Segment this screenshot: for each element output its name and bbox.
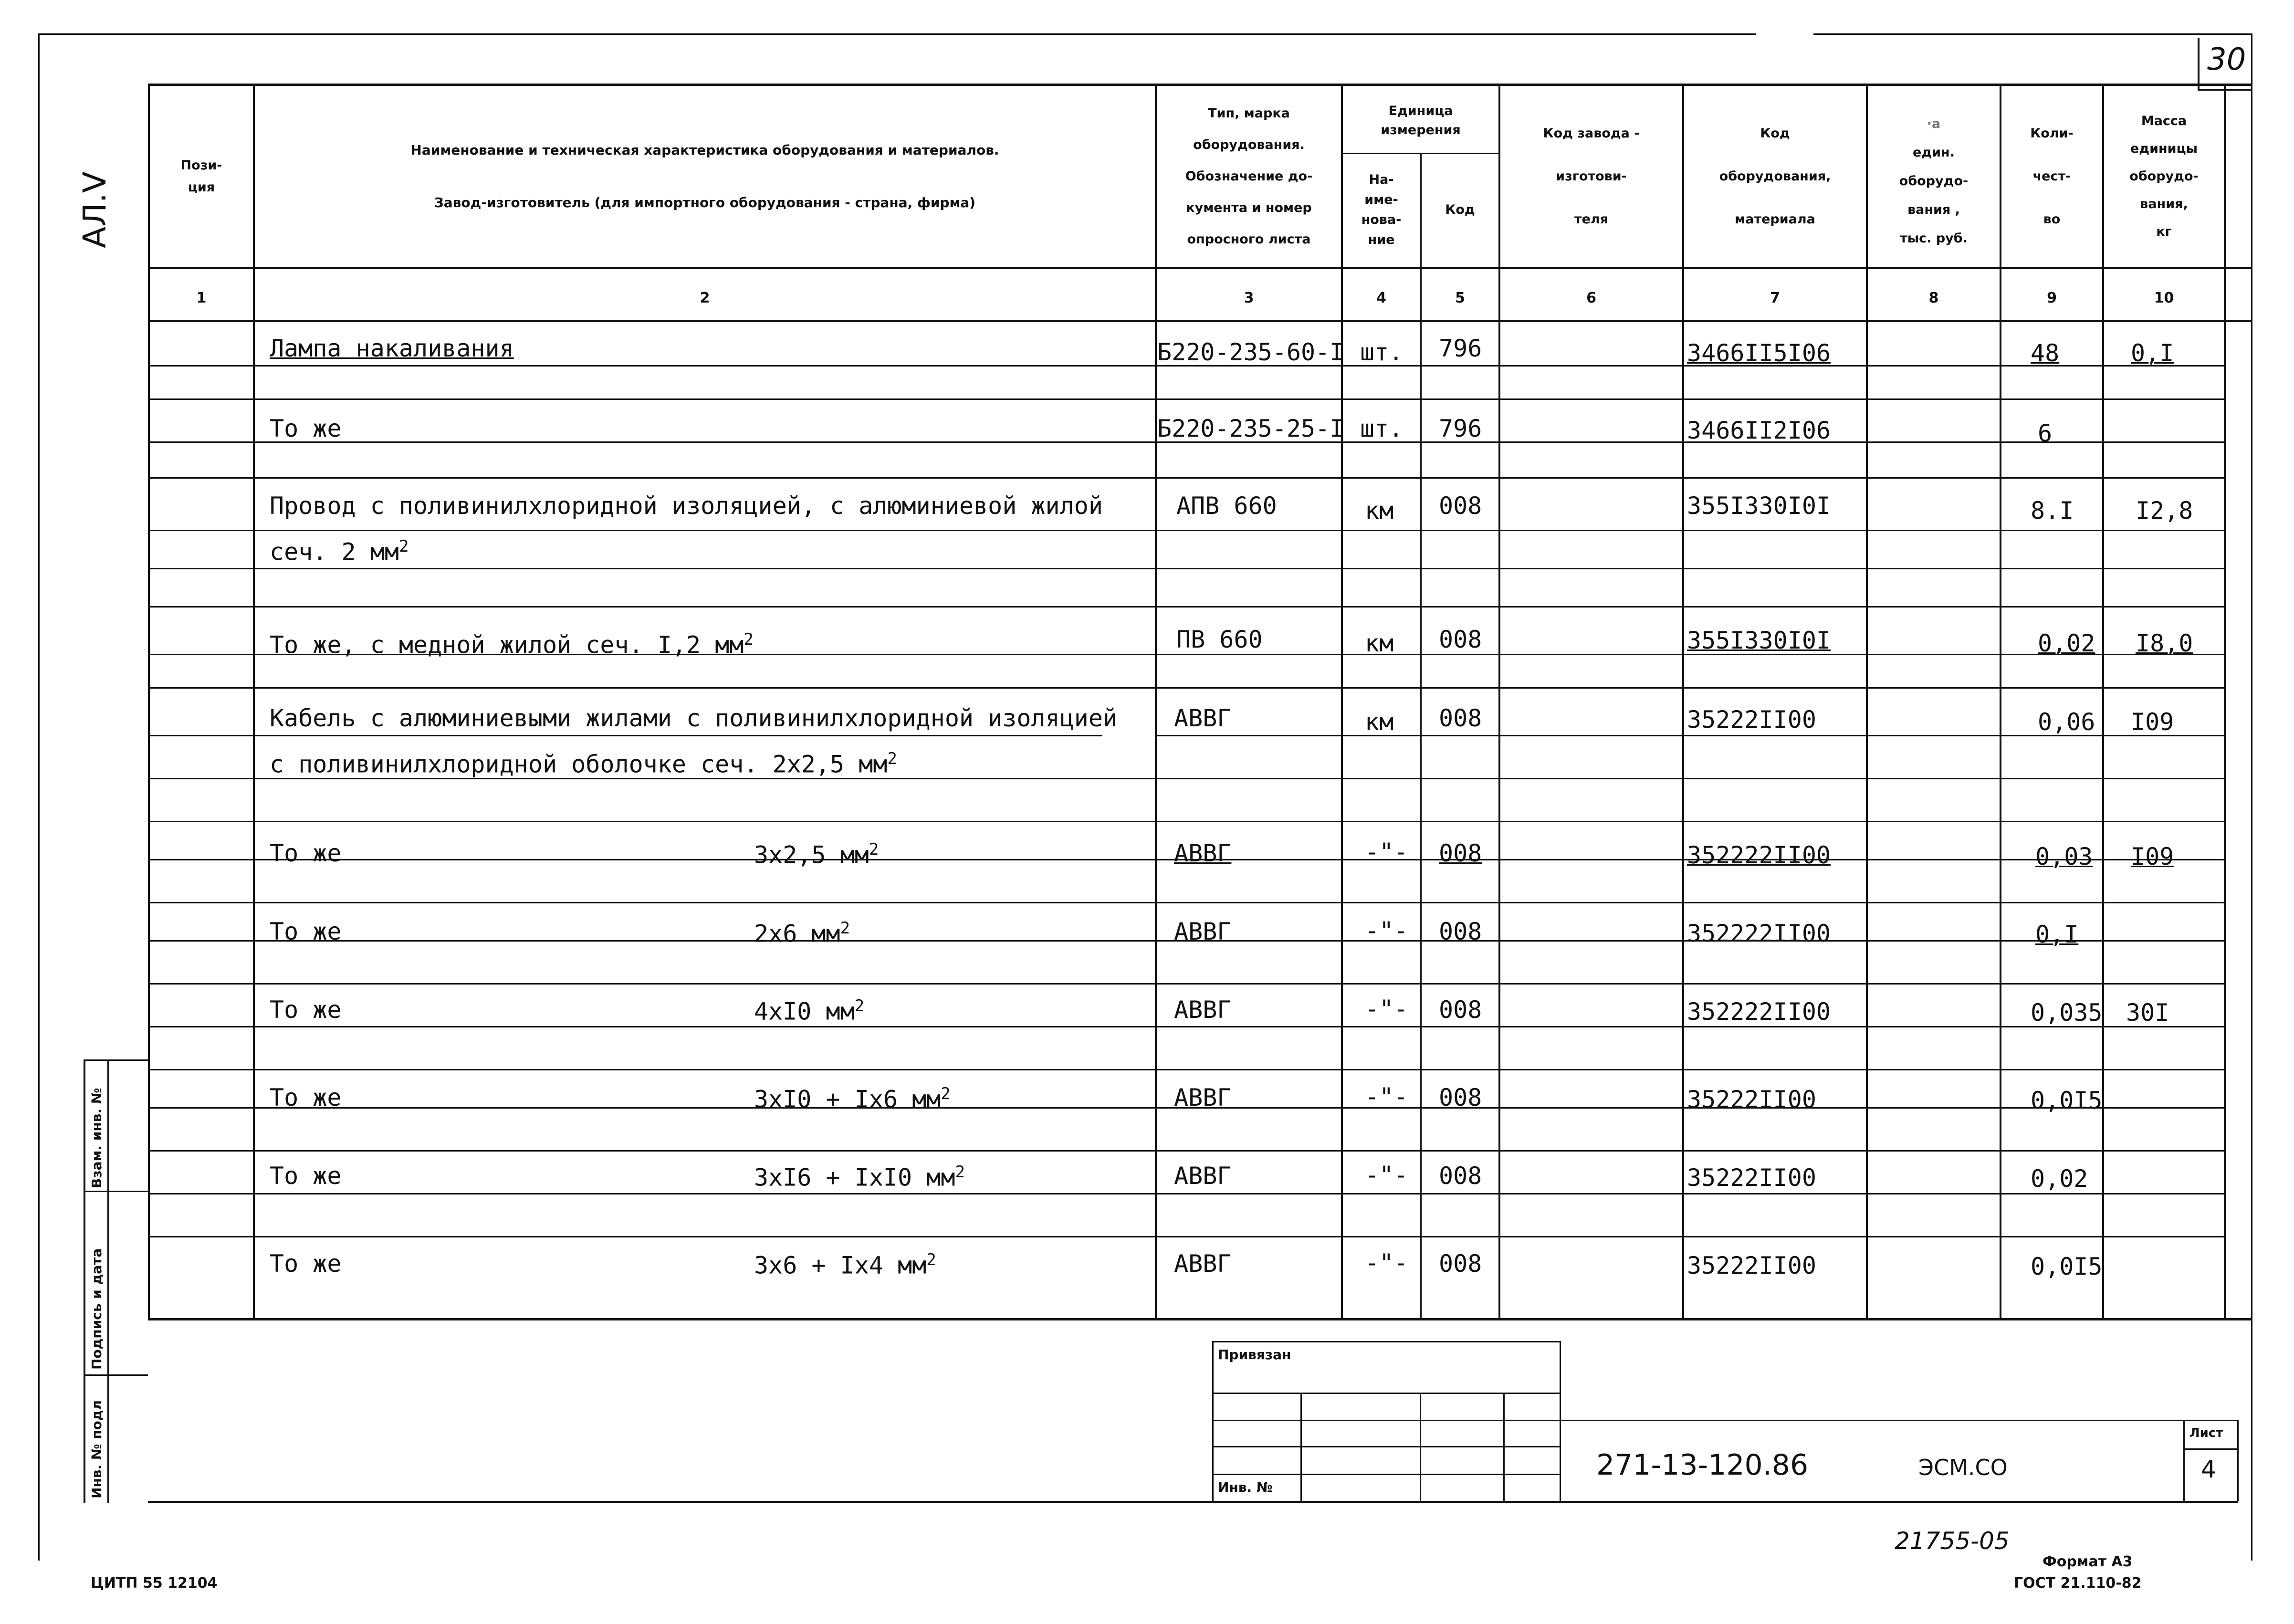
stamp-sheet-number: 4	[2201, 1456, 2216, 1483]
row2-qty: 6	[2038, 419, 2053, 447]
row8-qty: 0,035	[2031, 999, 2103, 1027]
tb-line	[2237, 1420, 2239, 1501]
row11-material-code: 35222II00	[1687, 1252, 1816, 1279]
col-line-4	[1341, 84, 1343, 1320]
format-label: Формат А3	[2043, 1553, 2133, 1570]
row8-type: АВВГ	[1174, 996, 1232, 1024]
row10-material-code: 35222II00	[1687, 1164, 1816, 1192]
row7-type: АВВГ	[1174, 918, 1232, 945]
col-line-1	[148, 84, 150, 1320]
colnum-bottom	[148, 320, 2252, 322]
row3-material-code: 355I330I0I	[1687, 492, 1831, 520]
row-line	[148, 530, 2224, 531]
row5-name: Кабель с алюминиевыми жилами с поливинилхлоридной изоляцией	[270, 704, 1118, 732]
frame-top-right	[1813, 33, 2252, 35]
row8-size: 4хI0 $мм^2$	[754, 996, 865, 1026]
stamp-doc-code: 271-13-120.86	[1596, 1448, 1809, 1482]
row2-name: То же	[270, 415, 342, 442]
colnum-6: 6	[1586, 290, 1596, 306]
row11-unit: -"-	[1365, 1249, 1408, 1277]
row5-name-2: с поливинилхлоридной оболочке сеч. 2х2,5 $мм^2$	[270, 749, 897, 778]
handwritten-number: 21755-05	[1895, 1527, 2010, 1555]
label-inv-podl: Инв. № подл	[89, 1400, 105, 1498]
row6-name: То же	[270, 839, 342, 867]
row9-code: 008	[1439, 1084, 1482, 1111]
row6-material-code: 352222II00	[1687, 841, 1831, 869]
row1-qty: 48	[2031, 339, 2060, 367]
row-line	[148, 1150, 2224, 1152]
side-line	[84, 1059, 148, 1061]
row5-material-code: 35222II00	[1687, 706, 1816, 733]
header-price: ·а един. оборудо- вания , тыс. руб.	[1899, 116, 1969, 246]
row8-material-code: 352222II00	[1687, 998, 1831, 1026]
row5-code: 008	[1439, 704, 1482, 732]
row9-unit: -"-	[1365, 1083, 1408, 1111]
row6-qty: 0,03	[2035, 843, 2093, 870]
row10-size: 3хI6 + IхI0 $мм^2$	[754, 1163, 965, 1192]
row5-unit: км	[1365, 708, 1394, 736]
colnum-7: 7	[1770, 290, 1780, 306]
side-line	[107, 1059, 109, 1503]
stamp-bound-label: Привязан	[1218, 1347, 1291, 1362]
header-unit-group: Единица измерения	[1381, 103, 1461, 137]
side-line	[84, 1374, 148, 1376]
colnum-1: 1	[196, 290, 207, 306]
row9-qty: 0,0I5	[2031, 1087, 2103, 1114]
row-line	[148, 477, 2224, 479]
row5-type: АВВГ	[1174, 704, 1232, 732]
row3-qty: 8.I	[2031, 497, 2074, 524]
tb-line	[1561, 1420, 2238, 1421]
row10-qty: 0,02	[2031, 1165, 2088, 1193]
row-line	[148, 1069, 2224, 1070]
header-type: Тип, марка оборудования. Обозначение до- кумента и номер опросного листа	[1185, 106, 1313, 247]
header-bottom	[148, 267, 2252, 269]
row7-unit: -"-	[1365, 917, 1408, 944]
row3-code: 008	[1439, 492, 1482, 520]
header-mass: Масса единицы оборудо- вания, кг	[2129, 114, 2199, 239]
row11-size: 3х6 + Iх4 $мм^2$	[754, 1250, 936, 1279]
tb-line	[1420, 1393, 1421, 1503]
row6-type: АВВГ	[1174, 839, 1232, 867]
colnum-8: 8	[1928, 290, 1939, 306]
col-line-9	[2000, 84, 2001, 1320]
row2-material-code: 3466II2I06	[1687, 417, 1831, 444]
row1-unit: шт.	[1360, 338, 1404, 366]
row10-name: То же	[270, 1162, 342, 1190]
row-line	[148, 687, 2224, 689]
col-line-6	[1498, 84, 1500, 1320]
row-line	[148, 821, 2224, 822]
row10-type: АВВГ	[1174, 1162, 1232, 1190]
col-line-3	[1155, 84, 1157, 1320]
row2-unit: шт.	[1360, 415, 1404, 442]
row6-mass: I09	[2131, 843, 2174, 870]
colnum-4: 4	[1376, 290, 1386, 306]
row1-type: Б220-235-60-I	[1157, 338, 1344, 366]
tb-line	[1212, 1393, 1561, 1394]
row3-mass: I2,8	[2136, 497, 2193, 524]
row2-code: 796	[1439, 415, 1482, 442]
colnum-9: 9	[2047, 290, 2057, 306]
row5-mass: I09	[2131, 708, 2174, 736]
row8-name: То же	[270, 996, 342, 1024]
row6-unit: -"-	[1365, 838, 1408, 866]
tb-line	[2183, 1448, 2238, 1450]
row1-name: Лампа накаливания	[270, 335, 514, 362]
row8-mass: 30I	[2126, 999, 2169, 1027]
album-mark: АЛ.V	[76, 171, 113, 248]
stamp-inv-label: Инв. №	[1218, 1479, 1273, 1495]
row-line	[148, 1193, 2224, 1194]
row-line	[148, 902, 2224, 903]
stamp-section: ЭСМ.СО	[1918, 1455, 2008, 1480]
row3-name: Провод с поливинилхлоридной изоляцией, с алюминиевой жилой	[270, 492, 1103, 520]
frame-top	[38, 33, 1756, 35]
tb-line	[1212, 1446, 1561, 1447]
row9-name: То же	[270, 1084, 342, 1111]
row8-code: 008	[1439, 996, 1482, 1024]
table-bottom	[148, 1318, 2252, 1320]
page-number-box-left	[2198, 38, 2200, 91]
col-line-2	[253, 84, 255, 1320]
row11-type: АВВГ	[1174, 1250, 1232, 1278]
row9-type: АВВГ	[1174, 1084, 1232, 1111]
row4-unit: км	[1365, 629, 1394, 657]
row2-type: Б220-235-25-I	[1157, 415, 1344, 442]
row-line	[148, 606, 2224, 608]
row4-name: То же, с медной жилой сеч. I,2 $мм^2$	[270, 630, 754, 659]
tb-line	[2183, 1420, 2185, 1501]
row7-size: 2х6 $мм^2$	[754, 919, 850, 948]
row-line	[148, 398, 2224, 400]
row1-mass: 0,I	[2131, 339, 2174, 367]
tb-line	[1503, 1393, 1505, 1503]
colnum-3: 3	[1244, 290, 1254, 306]
row9-material-code: 35222II00	[1687, 1086, 1816, 1113]
table-top	[148, 84, 2252, 86]
label-podpis-data: Подпись и дата	[89, 1248, 105, 1370]
header-material-code: Код оборудования, материала	[1719, 126, 1831, 227]
header-name: Наименование и техническая характеристика оборудования и материалов. Завод-изготовитель (для импортного оборудования - страна, фирма)	[410, 142, 999, 210]
colnum-5: 5	[1455, 290, 1465, 306]
page-number: 30	[2207, 42, 2246, 77]
row9-size: 3хI0 + Iх6 $мм^2$	[754, 1084, 951, 1113]
footer-left-code: ЦИТП 55 12104	[91, 1575, 218, 1592]
row4-type: ПВ 660	[1176, 626, 1263, 653]
row11-name: То же	[270, 1250, 342, 1278]
row3-type: АПВ 660	[1176, 492, 1277, 520]
gost-label: ГОСТ 21.110-82	[2014, 1575, 2142, 1592]
row-line	[148, 1236, 2224, 1237]
row-line	[148, 568, 2224, 569]
col-line-7	[1682, 84, 1684, 1320]
row1-material-code: 3466II5I06	[1687, 339, 1831, 367]
row-line	[148, 735, 1102, 736]
tb-line	[148, 1501, 2238, 1503]
label-vzam-inv: Взам. инв. №	[89, 1088, 105, 1188]
tb-line	[1212, 1341, 1561, 1342]
row-line	[148, 983, 2224, 985]
header-position: Пози- ция	[180, 158, 222, 195]
col-line-10	[2102, 84, 2104, 1320]
tb-line	[1212, 1474, 1561, 1475]
row4-mass: I8,0	[2136, 629, 2193, 657]
header-unit-name: На- име- нова- ние	[1361, 172, 1402, 247]
row5-qty: 0,06	[2038, 708, 2095, 736]
side-line	[84, 1191, 148, 1192]
row7-qty: 0,I	[2035, 921, 2079, 948]
row6-size: 3х2,5 $мм^2$	[754, 840, 879, 869]
row4-material-code: 355I330I0I	[1687, 627, 1831, 654]
tb-line	[1212, 1341, 1214, 1503]
row7-name: То же	[270, 918, 342, 945]
tb-line	[1212, 1420, 1561, 1421]
col-line-8	[1866, 84, 1868, 1320]
row7-code: 008	[1439, 918, 1482, 945]
frame-left	[38, 33, 40, 1561]
row3-name-2: сеч. 2 $мм^2$	[270, 537, 409, 566]
row1-code: 796	[1439, 335, 1482, 362]
header-unit-code: Код	[1445, 202, 1475, 217]
row6-code: 008	[1439, 839, 1482, 867]
row11-qty: 0,0I5	[2031, 1253, 2103, 1280]
row7-material-code: 352222II00	[1687, 920, 1831, 947]
row4-qty: 0,02	[2038, 629, 2095, 657]
side-line	[84, 1059, 85, 1503]
stamp-sheet-label: Лист	[2189, 1426, 2223, 1440]
tb-line	[1560, 1341, 1561, 1503]
tb-line	[1300, 1393, 1302, 1503]
header-factory-code: Код завода - изготови- теля	[1543, 126, 1640, 227]
row-line	[148, 1026, 2224, 1027]
frame-right	[2251, 33, 2252, 1561]
row8-unit: -"-	[1365, 995, 1408, 1023]
row10-code: 008	[1439, 1162, 1482, 1190]
colnum-2: 2	[700, 290, 710, 306]
header-quantity: Коли- чест- во	[2030, 126, 2074, 227]
row3-unit: км	[1365, 497, 1394, 524]
row11-code: 008	[1439, 1250, 1482, 1278]
col-line-11	[2224, 84, 2226, 1320]
row10-unit: -"-	[1365, 1161, 1408, 1189]
colnum-10: 10	[2154, 290, 2174, 306]
row4-code: 008	[1439, 626, 1482, 653]
